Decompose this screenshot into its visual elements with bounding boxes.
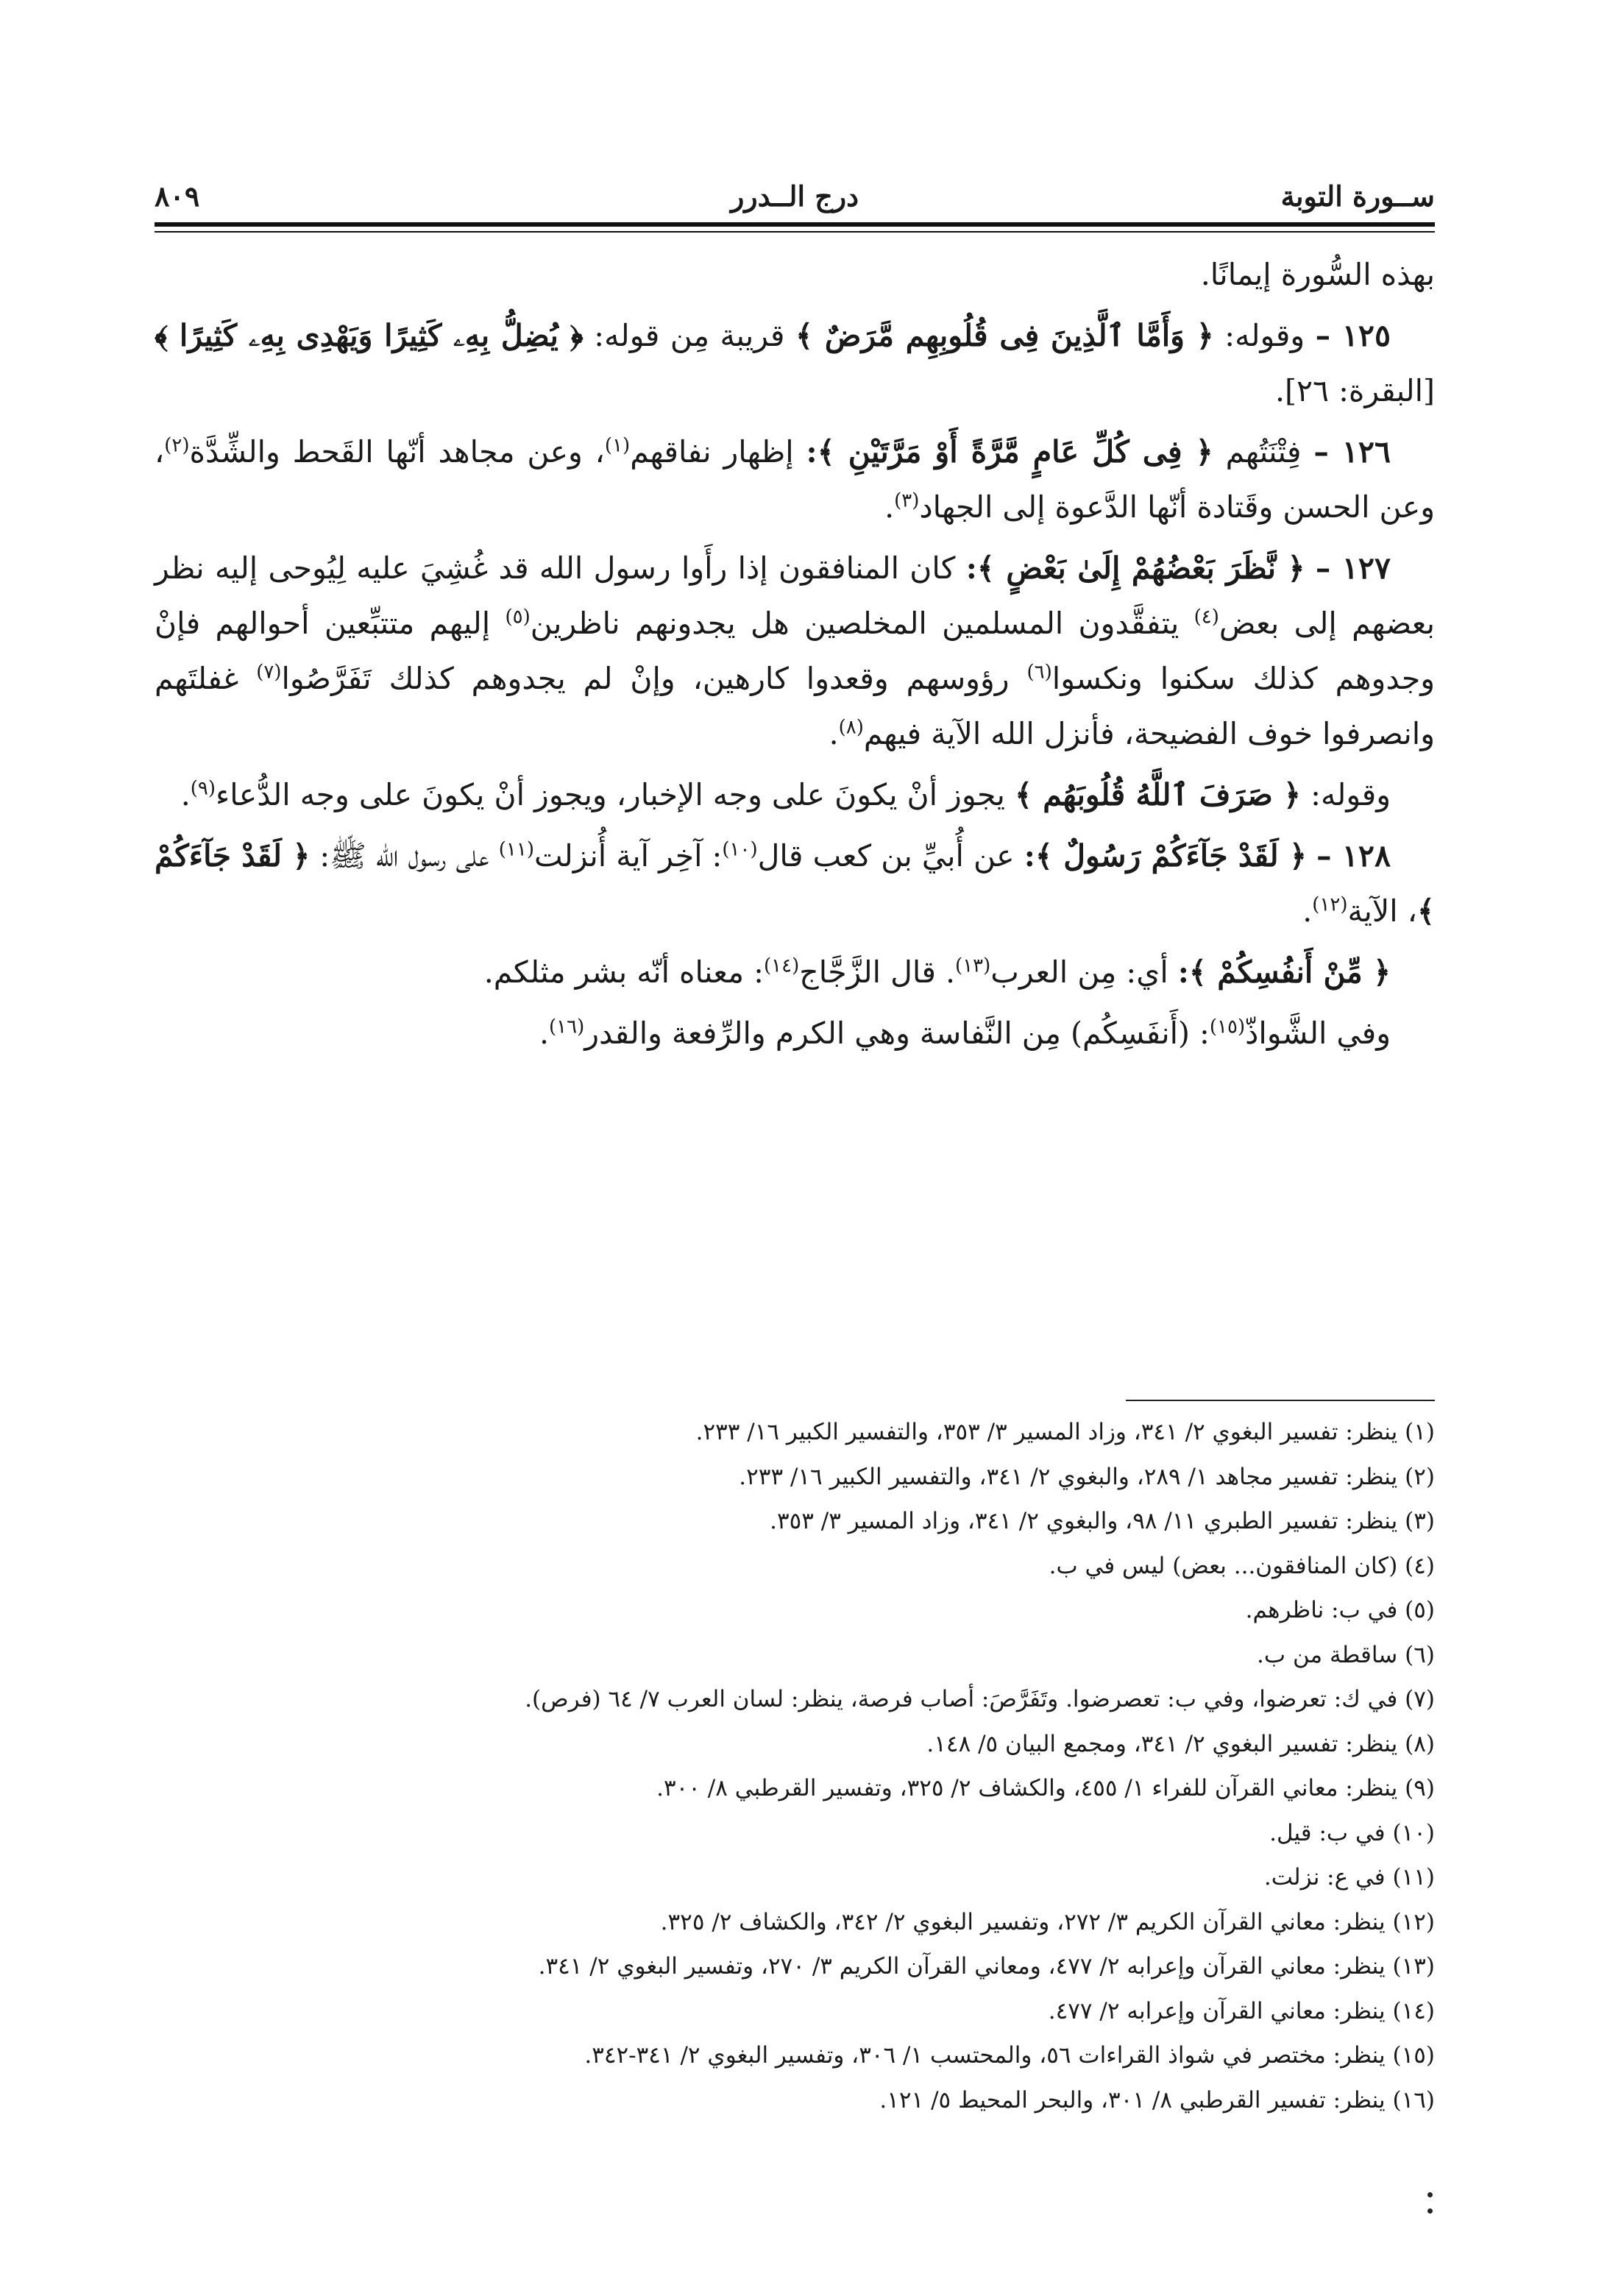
paragraph-continuation <box>155 247 1435 302</box>
paragraph-text: ، وعن الحسن وقَتادة أنّها الدَّعوة إلى الجهاد <box>155 434 1435 525</box>
quran-quote: ﴿ صَرَفَ ٱللَّهُ قُلُوبَهُم ﴾ <box>1014 777 1302 812</box>
paragraph-text: كان المنافقون إذا رأَوا رسول الله قد غُشِيَ عليه لِيُوحى إليه نظر بعضهم إلى بعض <box>155 550 1436 641</box>
footnote: (١٥) ينظر: مختصر في شواذ القراءات ٥٦، والمحتسب ١/ ٣٠٦، وتفسير البغوي ٢/ ٣٤١-٣٤٢. <box>584 2042 1435 2069</box>
quran-quote: ﴿ يُضِلُّ بِهِۦ كَثِيرًا وَيَهْدِى بِهِۦ كَثِيرًا ﴾ <box>155 318 584 353</box>
main-text <box>155 247 1435 1067</box>
paragraph-text: على رسول الله ﷺ: <box>319 838 499 874</box>
footnote-ref[interactable]: (١) <box>604 434 631 457</box>
quran-quote: ﴿ وَأَمَّا ٱلَّذِينَ فِى قُلُوبِهِم مَّرَضٌ ﴾ <box>795 318 1214 353</box>
paragraph-text: أي: مِن العرب <box>990 954 1168 990</box>
footnote-ref[interactable]: (٢) <box>164 434 190 457</box>
paragraph-text: : معناه أنّه بشر مثلكم. <box>483 954 764 990</box>
footnote: (٥) في ب: ناظرهم. <box>1245 1597 1435 1623</box>
footnote: (٣) ينظر: تفسير الطبري ١١/ ٩٨، والبغوي ٢/ ٣٤١، وزاد المسير ٣/ ٣٥٣. <box>770 1508 1435 1534</box>
quran-quote: ﴿ مِّنْ أَنفُسِكُمْ ﴾: <box>1177 954 1391 990</box>
quran-quote: ﴿ فِى كُلِّ عَامٍ مَّرَّةً أَوْ مَرَّتَيْنِ ﴾: <box>806 434 1213 470</box>
quran-quote: ﴿ لَقَدْ جَآءَكُمْ ﴾ <box>155 838 1435 929</box>
book-title: درج الــدرر <box>730 180 859 213</box>
footnote: (١٤) ينظر: معاني القرآن وإعرابه ٢/ ٤٧٧. <box>1048 1997 1435 2024</box>
paragraph-text: غفلتَهم وانصرفوا خوف الفضيحة، فأنزل الله الآية فيهم <box>155 661 1435 751</box>
footnote: (١٠) في ب: قيل. <box>1269 1819 1435 1846</box>
paragraph-text: . قال الزَّجَّاج <box>799 954 956 990</box>
paragraph-text: . <box>1302 893 1313 929</box>
footnotes <box>155 1410 1435 2122</box>
paragraph-text: . <box>539 1016 549 1051</box>
paragraph-text: [البقرة: ٢٦]. <box>1274 373 1435 408</box>
book-page <box>155 177 1435 2222</box>
paragraph-text: . <box>829 716 839 751</box>
footnote-ref[interactable]: (١٦) <box>548 1016 585 1038</box>
footnote-ref[interactable]: (١٥) <box>1209 1016 1246 1038</box>
quran-quote: ﴿ نَّظَرَ بَعْضُهُمْ إِلَىٰ بَعْضٍ ﴾: <box>965 550 1305 586</box>
page-number: ٨٠٩ <box>155 180 200 213</box>
paragraph-verse-128 <box>155 829 1435 939</box>
paragraph-text: . <box>180 777 191 812</box>
running-header <box>155 177 1435 222</box>
footnote-separator <box>1126 1400 1435 1401</box>
paragraph-text: : آخِر آية أُنزلت <box>534 838 723 874</box>
footnote-ref[interactable]: (٨) <box>838 716 864 739</box>
footnote-ref[interactable]: (١٠) <box>722 838 758 861</box>
footnote-ref[interactable]: (١٣) <box>955 954 991 977</box>
footnote: (٦) ساقطة من ب. <box>1257 1641 1435 1668</box>
paragraph-text: وقوله: <box>1224 318 1305 353</box>
paragraph-text: وقوله: <box>1310 777 1391 812</box>
footnote-ref[interactable]: (٦) <box>1026 661 1052 684</box>
paragraph-anfusikum <box>155 945 1435 1000</box>
footnote-ref[interactable]: (٣) <box>894 489 920 512</box>
footnote: (٩) ينظر: معاني القرآن للفراء ١/ ٤٥٥، والكشاف ٢/ ٣٢٥، وتفسير القرطبي ٨/ ٣٠٠. <box>656 1775 1435 1801</box>
paragraph-text: . <box>884 489 895 525</box>
paragraph-text: قريبة مِن قوله: <box>594 318 785 353</box>
paragraph-text: : (أَنفَسِكُم) مِن النَّفاسة وهي الكرم والرِّفعة والقدر <box>584 1016 1210 1051</box>
header-rule-thin <box>155 231 1435 233</box>
footnote-ref[interactable]: (٩) <box>190 777 216 800</box>
paragraph-text: يتفقَّدون المسلمين المخلصين هل يجدونهم ناظرين <box>530 606 1194 641</box>
footnote: (٤) (كان المنافقون... بعض) ليس في ب. <box>1049 1552 1435 1579</box>
footnote: (١) ينظر: تفسير البغوي ٢/ ٣٤١، وزاد المسير ٣/ ٣٥٣، والتفسير الكبير ١٦/ ٢٣٣. <box>695 1419 1435 1445</box>
footnote: (١٢) ينظر: معاني القرآن الكريم ٣/ ٢٧٢، وتفسير البغوي ٢/ ٣٤٢، والكشاف ٢/ ٣٢٥. <box>660 1908 1435 1935</box>
paragraph-verse-126 <box>155 425 1435 535</box>
footnote: (١٣) ينظر: معاني القرآن وإعرابه ٢/ ٤٧٧، ومعاني القرآن الكريم ٣/ ٢٧٠، وتفسير البغوي ٢/ ٣٤١. <box>538 1953 1435 1980</box>
footnote: (١٦) ينظر: تفسير القرطبي ٨/ ٣٠١، والبحر المحيط ٥/ ١٢١. <box>879 2086 1435 2113</box>
footnote: (٧) في ك: تعرضوا، وفي ب: تعصرضوا. وتَفَرَّصَ: أصاب فرصة، ينظر: لسان العرب ٧/ ٦٤ (فرص). <box>525 1686 1435 1712</box>
footnote: (٢) ينظر: تفسير مجاهد ١/ ٢٨٩، والبغوي ٢/ ٣٤١، والتفسير الكبير ١٦/ ٢٣٣. <box>739 1463 1435 1490</box>
paragraph-text: وفي الشَّواذّ <box>1245 1016 1391 1051</box>
paragraph-text: إليهم متتبِّعين أحوالهم فإنْ وجدوهم كذلك سكنوا ونكسوا <box>155 606 1435 696</box>
paragraph-shawadh <box>155 1006 1435 1061</box>
footnote-ref[interactable]: (١٤) <box>764 954 800 977</box>
verse-number: ١٢٥ – <box>1315 318 1391 353</box>
paragraph-verse-127 <box>155 541 1435 762</box>
paragraph-text: بهذه السُّورة إيمانًا. <box>1200 257 1435 292</box>
paragraph-qawluh <box>155 768 1435 823</box>
footnote: (٨) ينظر: تفسير البغوي ٢/ ٣٤١، ومجمع البيان ٥/ ١٤٨. <box>926 1730 1435 1757</box>
footnote: (١١) في ع: نزلت. <box>1263 1864 1435 1891</box>
footnote-ref[interactable]: (١٢) <box>1312 893 1348 916</box>
margin-dots-mark <box>1425 2189 1435 2219</box>
paragraph-text: فِتْنَتُهم <box>1225 434 1302 470</box>
verse-number: ١٢٧ – <box>1315 550 1391 586</box>
verse-number: ١٢٦ – <box>1313 434 1391 470</box>
quran-quote: ﴿ لَقَدْ جَآءَكُمْ رَسُولٌ ﴾: <box>1024 838 1307 874</box>
paragraph-text: يجوز أنْ يكونَ على وجه الإخبار، ويجوز أنْ يكونَ على وجه الدُّعاء <box>216 777 1005 812</box>
footnote-ref[interactable]: (٥) <box>505 606 531 628</box>
paragraph-text: إظهار نفاقهم <box>630 434 794 470</box>
footnote-ref[interactable]: (١١) <box>498 838 534 861</box>
paragraph-text: عن أُبيِّ بن كعب قال <box>757 838 1015 874</box>
header-rule-thick <box>155 222 1435 227</box>
footnote-ref[interactable]: (٧) <box>256 661 282 684</box>
surah-title: ســورة التوبة <box>1280 180 1435 213</box>
footnote-ref[interactable]: (٤) <box>1193 606 1219 628</box>
paragraph-text: ، الآية <box>1347 893 1417 929</box>
paragraph-verse-125 <box>155 308 1435 419</box>
paragraph-text: رؤوسهم وقعدوا كارهين، وإنْ لم يجدوهم كذلك تَفَرَّصُوا <box>281 661 1027 696</box>
verse-number: ١٢٨ – <box>1316 838 1391 874</box>
paragraph-text: ، وعن مجاهد أنّها القَحط والشِّدَّة <box>189 434 605 470</box>
